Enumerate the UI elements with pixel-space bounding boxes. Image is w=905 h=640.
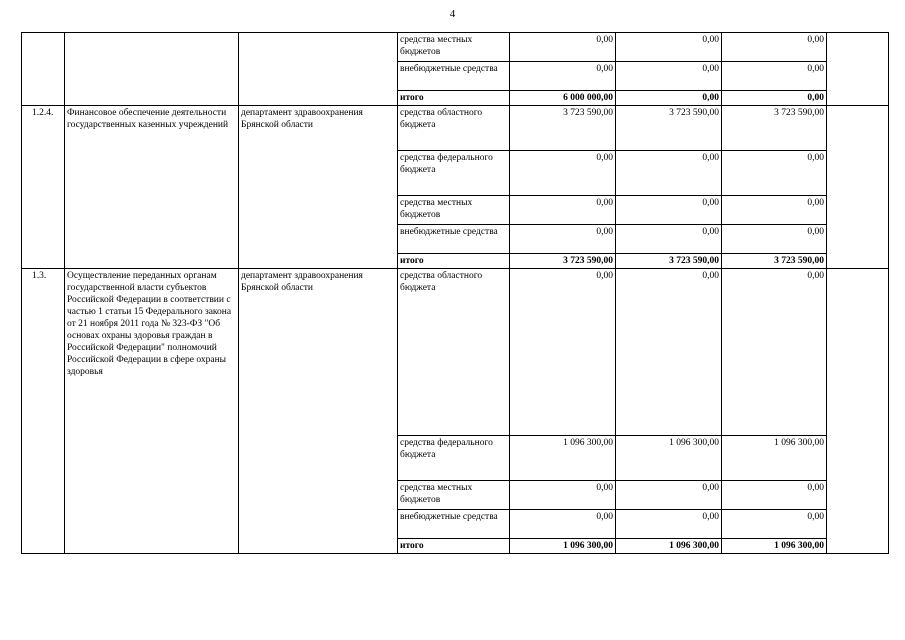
value-cell: 0,00 bbox=[616, 62, 722, 91]
value-cell: 0,00 bbox=[722, 481, 827, 510]
source-cell: средства областного бюджета bbox=[398, 106, 510, 151]
value-cell: 1 096 300,00 bbox=[722, 436, 827, 481]
total-value: 3 723 590,00 bbox=[722, 254, 827, 269]
total-value: 1 096 300,00 bbox=[722, 539, 827, 554]
value-cell: 0,00 bbox=[510, 225, 616, 254]
value-cell: 0,00 bbox=[722, 33, 827, 62]
value-cell: 0,00 bbox=[510, 151, 616, 196]
total-label: итого bbox=[398, 539, 510, 554]
value-cell: 1 096 300,00 bbox=[510, 436, 616, 481]
total-label: итого bbox=[398, 91, 510, 106]
value-cell: 0,00 bbox=[616, 481, 722, 510]
source-cell: средства федерального бюджета bbox=[398, 436, 510, 481]
blank-cell bbox=[827, 269, 889, 554]
value-cell: 3 723 590,00 bbox=[616, 106, 722, 151]
value-cell: 0,00 bbox=[722, 151, 827, 196]
budget-table bbox=[21, 32, 889, 554]
total-label: итого bbox=[398, 254, 510, 269]
item-name: Финансовое обеспечение деятельности государственных казенных учреждений bbox=[65, 106, 239, 269]
value-cell: 0,00 bbox=[510, 269, 616, 436]
value-cell: 0,00 bbox=[722, 62, 827, 91]
source-cell: внебюджетные средства bbox=[398, 510, 510, 539]
source-cell: средства местных бюджетов bbox=[398, 481, 510, 510]
executor-cell bbox=[239, 33, 398, 106]
value-cell: 1 096 300,00 bbox=[616, 436, 722, 481]
blank-cell bbox=[827, 33, 889, 106]
item-code: 1.3. bbox=[22, 269, 65, 554]
value-cell: 0,00 bbox=[722, 196, 827, 225]
value-cell: 0,00 bbox=[510, 62, 616, 91]
value-cell: 3 723 590,00 bbox=[722, 106, 827, 151]
value-cell: 0,00 bbox=[616, 33, 722, 62]
code-cell bbox=[22, 33, 65, 106]
blank-cell bbox=[827, 106, 889, 269]
source-cell: средства местных бюджетов bbox=[398, 33, 510, 62]
total-value: 3 723 590,00 bbox=[510, 254, 616, 269]
source-cell: внебюджетные средства bbox=[398, 62, 510, 91]
value-cell: 0,00 bbox=[510, 196, 616, 225]
value-cell: 0,00 bbox=[722, 225, 827, 254]
table-row bbox=[22, 106, 889, 151]
value-cell: 0,00 bbox=[616, 151, 722, 196]
total-value: 1 096 300,00 bbox=[510, 539, 616, 554]
value-cell: 0,00 bbox=[722, 510, 827, 539]
value-cell: 0,00 bbox=[616, 196, 722, 225]
value-cell: 3 723 590,00 bbox=[510, 106, 616, 151]
item-name: Осуществление переданных органам государственной власти субъектов Российской Федерации в соответствии с частью 1 статьи 15 Федерального закона от 21 ноября 2011 года № 323-ФЗ "Об основах охраны здоровья граждан в Российской Федерации" полномочий Российской Федерации в сфере охраны здоровья bbox=[65, 269, 239, 554]
item-executor: департамент здравоохранения Брянской области bbox=[239, 269, 398, 554]
source-cell: средства местных бюджетов bbox=[398, 196, 510, 225]
name-cell bbox=[65, 33, 239, 106]
total-value: 0,00 bbox=[722, 91, 827, 106]
value-cell: 0,00 bbox=[616, 510, 722, 539]
value-cell: 0,00 bbox=[510, 510, 616, 539]
source-cell: внебюджетные средства bbox=[398, 225, 510, 254]
table-row bbox=[22, 269, 889, 436]
source-cell: средства федерального бюджета bbox=[398, 151, 510, 196]
item-executor: департамент здравоохранения Брянской области bbox=[239, 106, 398, 269]
value-cell: 0,00 bbox=[722, 269, 827, 436]
total-value: 0,00 bbox=[616, 91, 722, 106]
total-value: 6 000 000,00 bbox=[510, 91, 616, 106]
value-cell: 0,00 bbox=[510, 33, 616, 62]
value-cell: 0,00 bbox=[616, 269, 722, 436]
table-row bbox=[22, 33, 889, 62]
value-cell: 0,00 bbox=[616, 225, 722, 254]
item-code: 1.2.4. bbox=[22, 106, 65, 269]
page-number: 4 bbox=[449, 8, 456, 20]
value-cell: 0,00 bbox=[510, 481, 616, 510]
total-value: 1 096 300,00 bbox=[616, 539, 722, 554]
total-value: 3 723 590,00 bbox=[616, 254, 722, 269]
source-cell: средства областного бюджета bbox=[398, 269, 510, 436]
